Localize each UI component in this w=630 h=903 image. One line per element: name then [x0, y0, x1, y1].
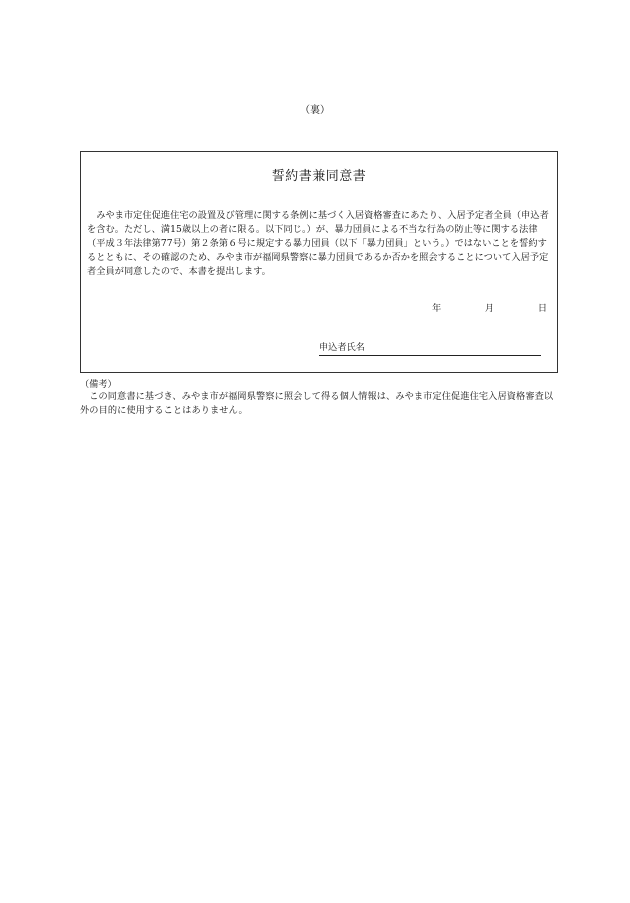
date-year-label: 年 [432, 303, 442, 314]
pledge-consent-form [80, 151, 558, 373]
date-day-label: 日 [537, 303, 547, 314]
pledge-body-text: みやま市定住促進住宅の設置及び管理に関する条例に基づく入居資格審査にあたり、入居予定者全員（申込者を含む。ただし、満15歳以上の者に限る。以下同じ。）が、暴力団員による不当な行為の防止等に関する法律（平成３年法律第77号）第２条第６号に規定する暴力団員（以下「暴力団員」という。）ではないことを誓約するとともに、その確認のため、みやま市が福岡県警察に暴力団員であるか否かを照会することについて入居予定者全員が同意したので、本書を提出します。 [87, 210, 549, 277]
applicant-name-field[interactable] [319, 341, 541, 356]
notes-text: この同意書に基づき、みやま市が福岡県警察に照会して得る個人情報は、みやま市定住促進住宅入居資格審査以外の目的に使用することはありません。 [80, 391, 554, 416]
notes-heading: （備考） [80, 379, 117, 390]
date-line [432, 300, 547, 314]
form-title: 誓約書兼同意書 [271, 169, 367, 184]
page-side-label: （裏） [300, 105, 330, 116]
date-month-label: 月 [484, 303, 495, 314]
applicant-name-label: 申込者氏名 [319, 342, 365, 353]
